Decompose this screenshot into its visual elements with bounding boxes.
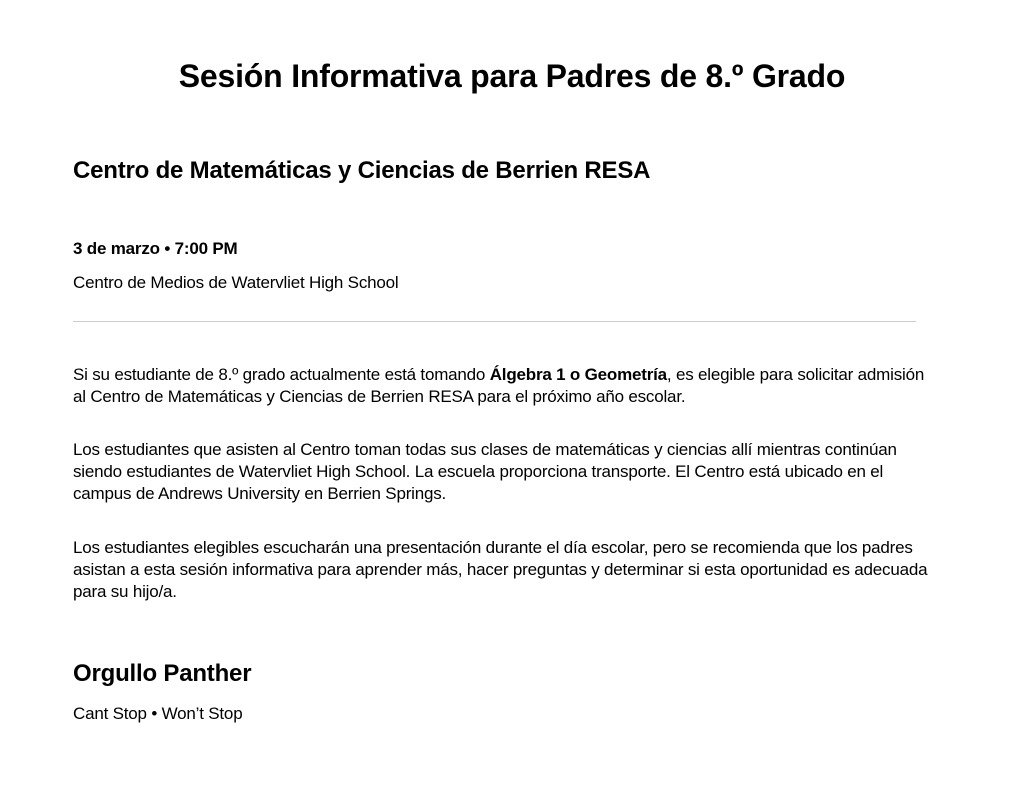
tagline: Cant Stop • Won’t Stop [73, 704, 243, 723]
eligibility-text-start: Si su estudiante de 8.º grado actualmente está tomando [73, 365, 490, 384]
pride-heading: Orgullo Panther [73, 660, 252, 687]
page-title: Sesión Informativa para Padres de 8.º Grado [178, 58, 846, 94]
event-date-time: 3 de marzo • 7:00 PM [73, 239, 238, 258]
center-info-paragraph: Los estudiantes que asisten al Centro toman todas sus clases de matemáticas y ciencias allí mientras continúan siendo estudiantes de Watervliet High School. La escuela proporciona transporte. El Centro está ubicado en el campus de Andrews University en Berrien Springs. [73, 440, 897, 503]
program-name: Centro de Matemáticas y Ciencias de Berrien RESA [73, 157, 651, 184]
recommendation-paragraph: Los estudiantes elegibles escucharán una presentación durante el día escolar, pero se recomienda que los padres asistan a esta sesión informativa para aprender más, hacer preguntas y determinar si esta oportunidad es adecuada para su hijo/a. [73, 538, 928, 601]
section-divider [73, 321, 916, 322]
eligibility-courses: Álgebra 1 o Geometría [489, 365, 667, 384]
event-location: Centro de Medios de Watervliet High School [73, 273, 399, 292]
eligibility-paragraph [73, 364, 933, 408]
eligibility-text-end: , es elegible para solicitar admisión al Centro de Matemáticas y Ciencias de Berrien RESA para el próximo año escolar. [73, 365, 925, 406]
